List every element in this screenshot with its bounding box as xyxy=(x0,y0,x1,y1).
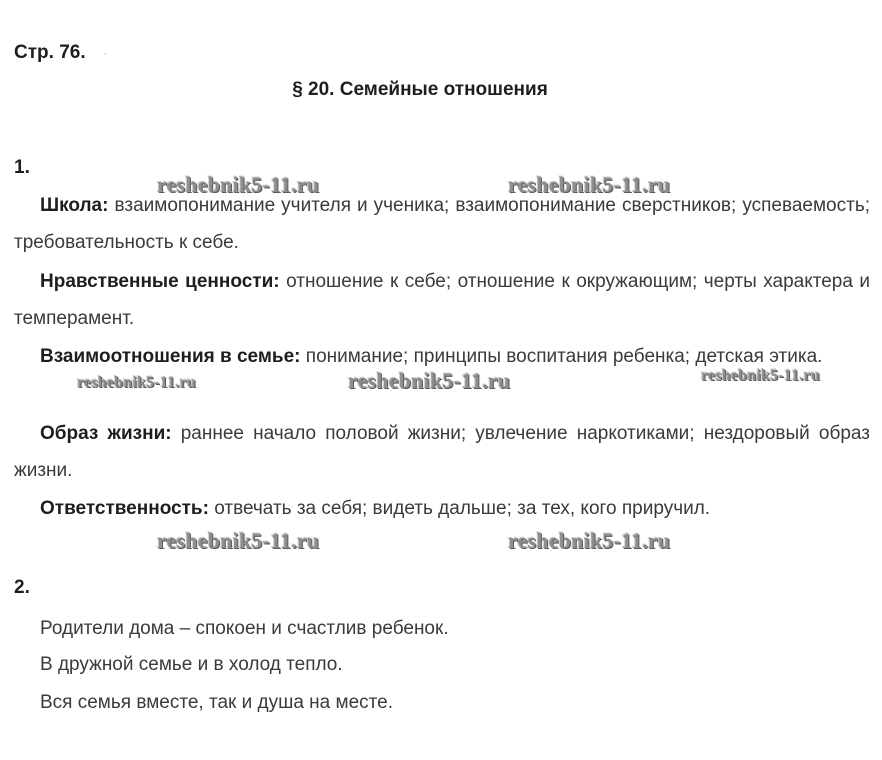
task-number-2: 2. xyxy=(14,577,30,598)
term-text: раннее начало половой жизни; увлечение наркотиками; нездоровый образ жизни. xyxy=(14,423,870,481)
term-label: Образ жизни: xyxy=(40,423,172,444)
list-item-moral-values xyxy=(14,263,870,337)
term-label: Школа: xyxy=(40,195,109,216)
watermark: reshebnik5-11.ru xyxy=(157,172,320,197)
proverb-line: Вся семья вместе, так и душа на месте. xyxy=(40,692,393,713)
list-item-responsibility xyxy=(14,490,870,527)
term-label: Ответственность: xyxy=(40,498,209,519)
page-dot: . xyxy=(103,42,107,58)
watermark: reshebnik5-11.ru xyxy=(701,367,820,384)
section-title: § 20. Семейные отношения xyxy=(292,79,548,100)
watermark: reshebnik5-11.ru xyxy=(508,528,671,553)
task-number-1: 1. xyxy=(14,157,30,178)
term-text: понимание; принципы воспитания ребенка; детская этика. xyxy=(305,346,823,367)
list-item-school xyxy=(14,187,870,261)
list-item-lifestyle xyxy=(14,415,870,489)
watermark: reshebnik5-11.ru xyxy=(157,528,320,553)
page-number-label: Стр. 76. xyxy=(14,42,86,63)
term-label: Нравственные ценности: xyxy=(40,271,280,292)
term-text: отвечать за себя; видеть дальше; за тех, кого приручил. xyxy=(214,498,711,519)
term-label: Взаимоотношения в семье: xyxy=(40,346,301,367)
term-text: взаимопонимание учителя и ученика; взаимопонимание сверстников; успеваемость; требовательность к себе. xyxy=(14,195,870,253)
watermark: reshebnik5-11.ru xyxy=(348,368,511,393)
proverb-line: В дружной семье и в холод тепло. xyxy=(40,654,343,675)
watermark: reshebnik5-11.ru xyxy=(508,172,671,197)
proverb-line: Родители дома – спокоен и счастлив ребенок. xyxy=(40,618,449,639)
term-text: отношение к себе; отношение к окружающим; черты характера и темперамент. xyxy=(14,271,870,329)
watermark: reshebnik5-11.ru xyxy=(77,374,196,391)
